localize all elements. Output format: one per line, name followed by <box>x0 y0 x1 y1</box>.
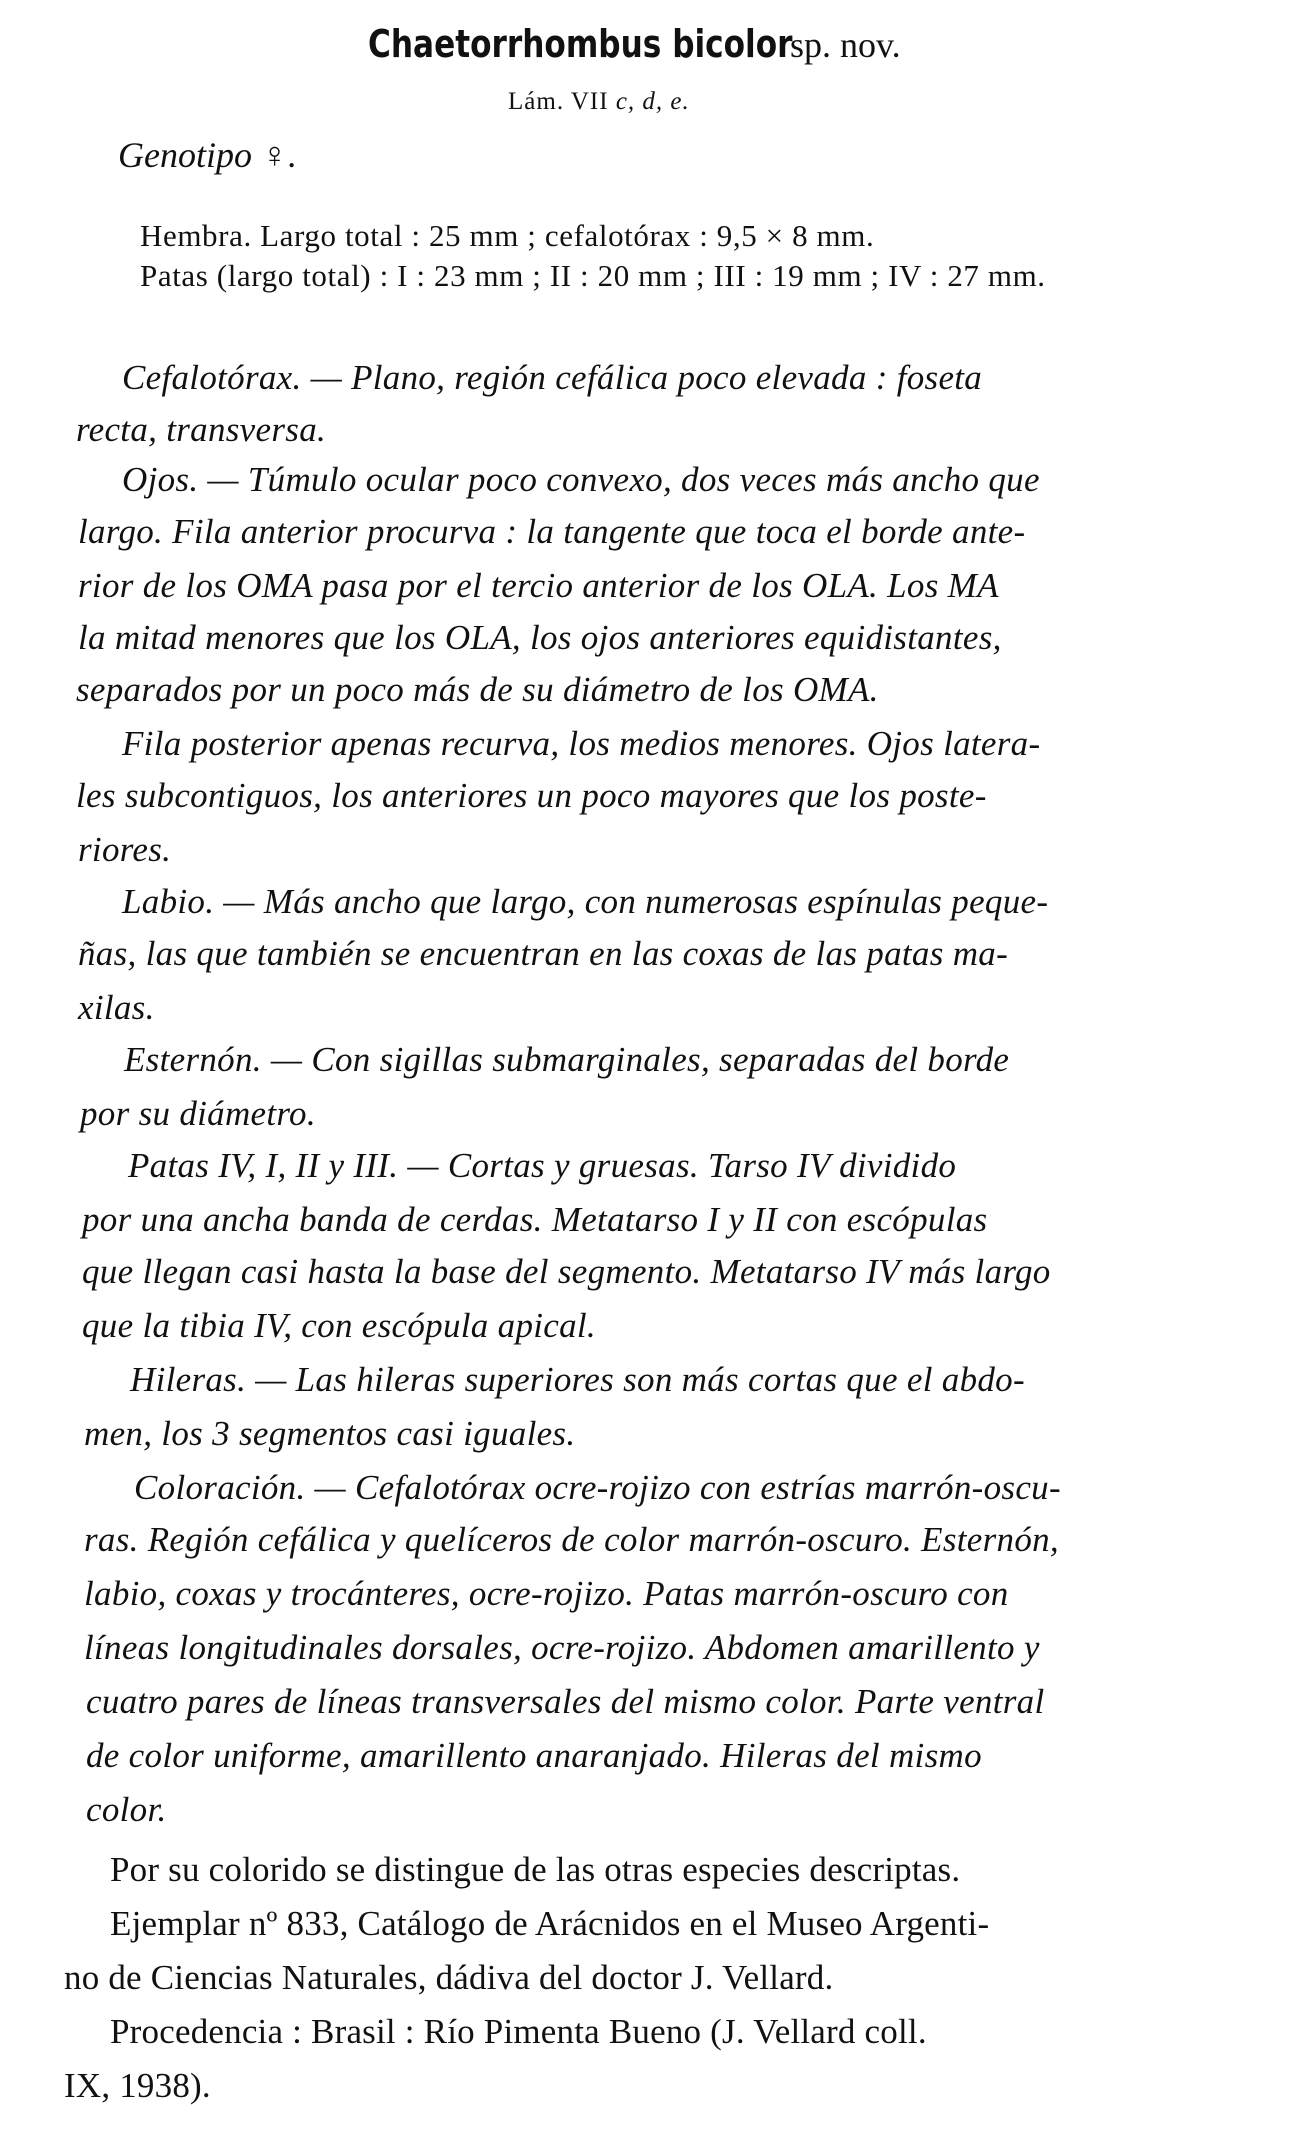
plate-label: Lám. VII <box>508 88 609 115</box>
description-line: ras. Región cefálica y quelíceros de color marrón-oscuro. Esternón, <box>84 1520 1059 1559</box>
description-line: Patas IV, I, II y III. — Cortas y gruesas. Tarso IV dividido <box>128 1146 957 1185</box>
description-line: Cefalotórax. — Plano, región cefálica poco elevada : foseta <box>122 358 983 397</box>
species-status: sp. nov. <box>790 25 901 65</box>
description-line: Labio. — Más ancho que largo, con numerosas espínulas peque- <box>122 882 1049 921</box>
species-name: Chaetorrhombus bicolor <box>368 22 793 66</box>
closing-line: IX, 1938). <box>64 2066 211 2105</box>
description-line: cuatro pares de líneas transversales del mismo color. Parte ventral <box>86 1682 1045 1721</box>
female-measurements: Hembra. Largo total : 25 mm ; cefalotórax : 9,5 × 8 mm. <box>140 218 875 253</box>
description-line: Esternón. — Con sigillas submarginales, separadas del borde <box>124 1040 1010 1079</box>
description-line: que llegan casi hasta la base del segmento. Metatarso IV más largo <box>82 1252 1051 1291</box>
description-line: riores. <box>78 830 172 869</box>
description-line: que la tibia IV, con escópula apical. <box>82 1306 596 1345</box>
species-title <box>368 22 901 66</box>
description-line: de color uniforme, amarillento anaranjado. Hileras del mismo <box>86 1736 982 1775</box>
description-line: ñas, las que también se encuentran en las coxas de las patas ma- <box>78 934 1009 973</box>
plate-reference <box>508 88 690 116</box>
description-line: labio, coxas y trocánteres, ocre-rojizo. Patas marrón-oscuro con <box>84 1574 1009 1613</box>
description-line: Ojos. — Túmulo ocular poco convexo, dos veces más ancho que <box>122 460 1040 499</box>
genotype-label: Genotipo ♀. <box>118 135 297 175</box>
closing-line: Por su colorido se distingue de las otras especies descriptas. <box>110 1850 961 1889</box>
description-line: men, los 3 segmentos casi iguales. <box>84 1414 576 1453</box>
closing-line: Ejemplar nº 833, Catálogo de Arácnidos en el Museo Argenti- <box>110 1904 990 1943</box>
description-line: Hileras. — Las hileras superiores son más cortas que el abdo- <box>130 1360 1025 1399</box>
plate-figures: c, d, e. <box>615 88 690 115</box>
description-line: les subcontiguos, los anteriores un poco mayores que los poste- <box>76 776 987 815</box>
description-line: rior de los OMA pasa por el tercio anterior de los OLA. Los MA <box>78 566 999 605</box>
closing-line: no de Ciencias Naturales, dádiva del doctor J. Vellard. <box>64 1958 834 1997</box>
description-line: por su diámetro. <box>80 1094 316 1133</box>
description-line: separados por un poco más de su diámetro de los OMA. <box>76 670 879 709</box>
description-line: Coloración. — Cefalotórax ocre-rojizo con estrías marrón-oscu- <box>134 1468 1061 1507</box>
leg-measurements: Patas (largo total) : I : 23 mm ; II : 20 mm ; III : 19 mm ; IV : 27 mm. <box>140 258 1046 293</box>
description-line: por una ancha banda de cerdas. Metatarso I y II con escópulas <box>82 1200 988 1239</box>
description-line: Fila posterior apenas recurva, los medios menores. Ojos latera- <box>122 724 1041 763</box>
description-line: color. <box>86 1790 167 1829</box>
description-line: líneas longitudinales dorsales, ocre-rojizo. Abdomen amarillento y <box>84 1628 1040 1667</box>
description-line: largo. Fila anterior procurva : la tangente que toca el borde ante- <box>78 512 1026 551</box>
description-line: recta, transversa. <box>76 410 327 449</box>
description-line: la mitad menores que los OLA, los ojos anteriores equidistantes, <box>78 618 1002 657</box>
description-line: xilas. <box>78 988 155 1027</box>
closing-line: Procedencia : Brasil : Río Pimenta Bueno (J. Vellard coll. <box>110 2012 927 2051</box>
